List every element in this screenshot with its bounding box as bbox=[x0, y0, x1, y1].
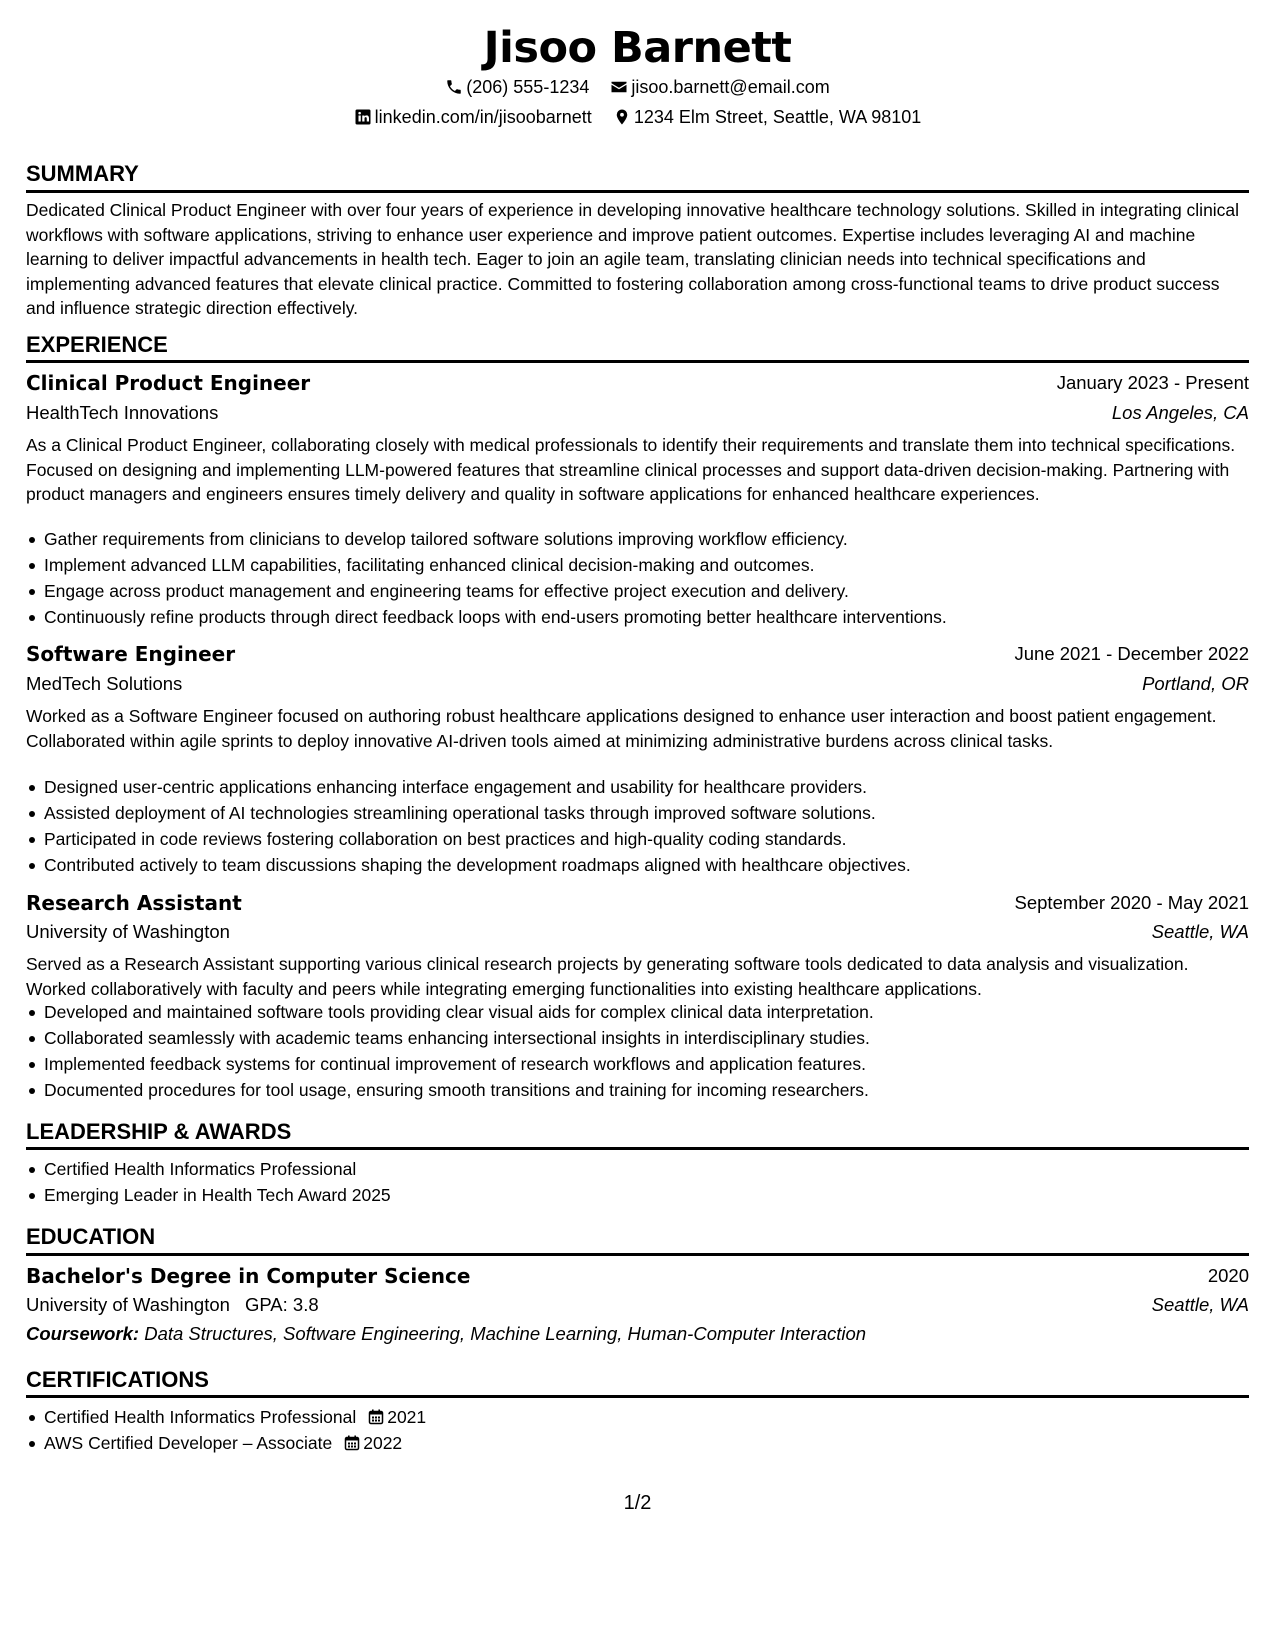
job-company: MedTech Solutions bbox=[26, 673, 183, 694]
education-heading: EDUCATION bbox=[26, 1224, 156, 1249]
resume-page bbox=[26, 0, 1249, 1650]
coursework-label: Coursework: bbox=[26, 1323, 140, 1344]
summary-rule bbox=[26, 190, 1249, 193]
certifications-rule bbox=[26, 1395, 1249, 1398]
job-description: Worked as a Software Engineer focused on authoring robust healthcare applications designed to enhance user interaction and boost patient engagement. Collaborated within agile sprints to deploy innovative AI-driven tools aimed at minimizing administrative burdens across clinical tasks. bbox=[26, 706, 1217, 751]
list-item: Continuously refine products through direct feedback loops with end-users promoting better healthcare interventions. bbox=[26, 604, 1246, 630]
school-location: Seattle, WA bbox=[1151, 1294, 1249, 1315]
list-item: Implement advanced LLM capabilities, facilitating enhanced clinical decision-making and outcomes. bbox=[26, 552, 1246, 578]
list-item: Developed and maintained software tools providing clear visual aids for complex clinical data interpretation. bbox=[26, 999, 1246, 1025]
list-item: Certified Health Informatics Professional bbox=[26, 1156, 1246, 1182]
cert-year: 2022 bbox=[363, 1433, 403, 1453]
leadership-heading: LEADERSHIP & AWARDS bbox=[26, 1119, 292, 1144]
certifications-list bbox=[26, 1404, 1246, 1456]
education-rule bbox=[26, 1253, 1249, 1256]
summary-heading: SUMMARY bbox=[26, 161, 139, 186]
coursework-list: Data Structures, Software Engineering, Machine Learning, Human-Computer Interaction bbox=[144, 1323, 867, 1344]
job-dates: June 2021 - December 2022 bbox=[1014, 643, 1249, 664]
leadership-list bbox=[26, 1156, 1246, 1208]
list-item: Contributed actively to team discussions shaping the development roadmaps aligned with healthcare objectives. bbox=[26, 852, 1246, 878]
job-dates: September 2020 - May 2021 bbox=[1014, 892, 1249, 913]
phone-text: (206) 555-1234 bbox=[466, 77, 590, 97]
job-location: Los Angeles, CA bbox=[1111, 402, 1249, 423]
job-bullets bbox=[26, 774, 1246, 878]
experience-heading: EXPERIENCE bbox=[26, 332, 168, 357]
graduation-year: 2020 bbox=[1207, 1265, 1249, 1286]
cert-name: AWS Certified Developer – Associate bbox=[44, 1433, 333, 1453]
map-pin-icon bbox=[613, 108, 631, 126]
school-name: University of Washington bbox=[26, 1294, 230, 1315]
job-title: Software Engineer bbox=[26, 642, 236, 666]
experience-rule bbox=[26, 360, 1249, 363]
job-company: University of Washington bbox=[26, 921, 230, 942]
list-item bbox=[26, 1404, 1246, 1430]
envelope-icon bbox=[610, 78, 628, 96]
job-description: Served as a Research Assistant supporting various clinical research projects by generating software tools dedicated to data analysis and visualization. Worked collaboratively with faculty and peers while integrating emerging functionalities into existing healthcare applications. bbox=[26, 954, 1189, 999]
cert-year: 2021 bbox=[387, 1407, 427, 1427]
job-bullets bbox=[26, 526, 1246, 630]
list-item: Emerging Leader in Health Tech Award 2025 bbox=[26, 1182, 1246, 1208]
list-item: Collaborated seamlessly with academic teams enhancing intersectional insights in interdisciplinary studies. bbox=[26, 1025, 1246, 1051]
degree-title: Bachelor's Degree in Computer Science bbox=[26, 1264, 471, 1288]
contact-row-2 bbox=[26, 106, 1249, 131]
linkedin-text: linkedin.com/in/jisoobarnett bbox=[374, 107, 592, 127]
email-item[interactable] bbox=[610, 76, 829, 98]
list-item bbox=[26, 1430, 1246, 1456]
linkedin-item[interactable] bbox=[354, 106, 592, 128]
job-title: Clinical Product Engineer bbox=[26, 371, 311, 395]
gpa-text: GPA: 3.8 bbox=[244, 1294, 319, 1315]
summary-text: Dedicated Clinical Product Engineer with over four years of experience in developing innovative healthcare technology solutions. Skilled in integrating clinical workflows with software applications, striving to enhance user experience and improve patient outcomes. Expertise includes leveraging AI and machine learning to deliver impactful advancements in health tech. Eager to join an agile team, translating clinician needs into technical specifications and implementing advanced features that elevate clinical practice. Committed to fostering collaboration among cross-functional teams to drive product success and influence strategic direction effectively. bbox=[26, 200, 1240, 318]
address-item bbox=[613, 106, 922, 128]
job-company: HealthTech Innovations bbox=[26, 402, 219, 423]
certifications-heading: CERTIFICATIONS bbox=[26, 1367, 209, 1392]
job-location: Portland, OR bbox=[1142, 673, 1249, 694]
calendar-icon bbox=[344, 1435, 360, 1451]
contact-row-1 bbox=[26, 76, 1249, 101]
list-item: Engage across product management and engineering teams for effective project execution and delivery. bbox=[26, 578, 1246, 604]
cert-name: Certified Health Informatics Professional bbox=[44, 1407, 357, 1427]
list-item: Designed user-centric applications enhancing interface engagement and usability for healthcare providers. bbox=[26, 774, 1246, 800]
calendar-icon bbox=[368, 1409, 384, 1425]
phone-icon bbox=[445, 78, 463, 96]
job-location: Seattle, WA bbox=[1151, 921, 1249, 942]
list-item: Participated in code reviews fostering collaboration on best practices and high-quality coding standards. bbox=[26, 826, 1246, 852]
job-title: Research Assistant bbox=[26, 891, 242, 915]
list-item: Assisted deployment of AI technologies streamlining operational tasks through improved software solutions. bbox=[26, 800, 1246, 826]
candidate-name: Jisoo Barnett bbox=[483, 23, 792, 73]
list-item: Implemented feedback systems for continual improvement of research workflows and application features. bbox=[26, 1051, 1246, 1077]
list-item: Documented procedures for tool usage, ensuring smooth transitions and training for incoming researchers. bbox=[26, 1077, 1246, 1103]
address-text: 1234 Elm Street, Seattle, WA 98101 bbox=[633, 107, 922, 127]
job-description: As a Clinical Product Engineer, collaborating closely with medical professionals to identify their requirements and translate them into technical specifications. Focused on designing and implementing LLM-powered features that streamline clinical processes and support data-driven decision-making. Partnering with product managers and engineers ensures timely delivery and quality in software applications for enhanced healthcare experiences. bbox=[26, 435, 1236, 504]
school-line bbox=[26, 1292, 319, 1318]
page-number: 1/2 bbox=[623, 1492, 652, 1514]
email-text: jisoo.barnett@email.com bbox=[631, 77, 830, 97]
linkedin-icon bbox=[354, 108, 372, 126]
phone-item bbox=[445, 76, 589, 98]
coursework-line bbox=[26, 1321, 866, 1347]
list-item: Gather requirements from clinicians to develop tailored software solutions improving workflow efficiency. bbox=[26, 526, 1246, 552]
job-bullets bbox=[26, 999, 1246, 1103]
job-dates: January 2023 - Present bbox=[1056, 372, 1249, 393]
leadership-rule bbox=[26, 1147, 1249, 1150]
